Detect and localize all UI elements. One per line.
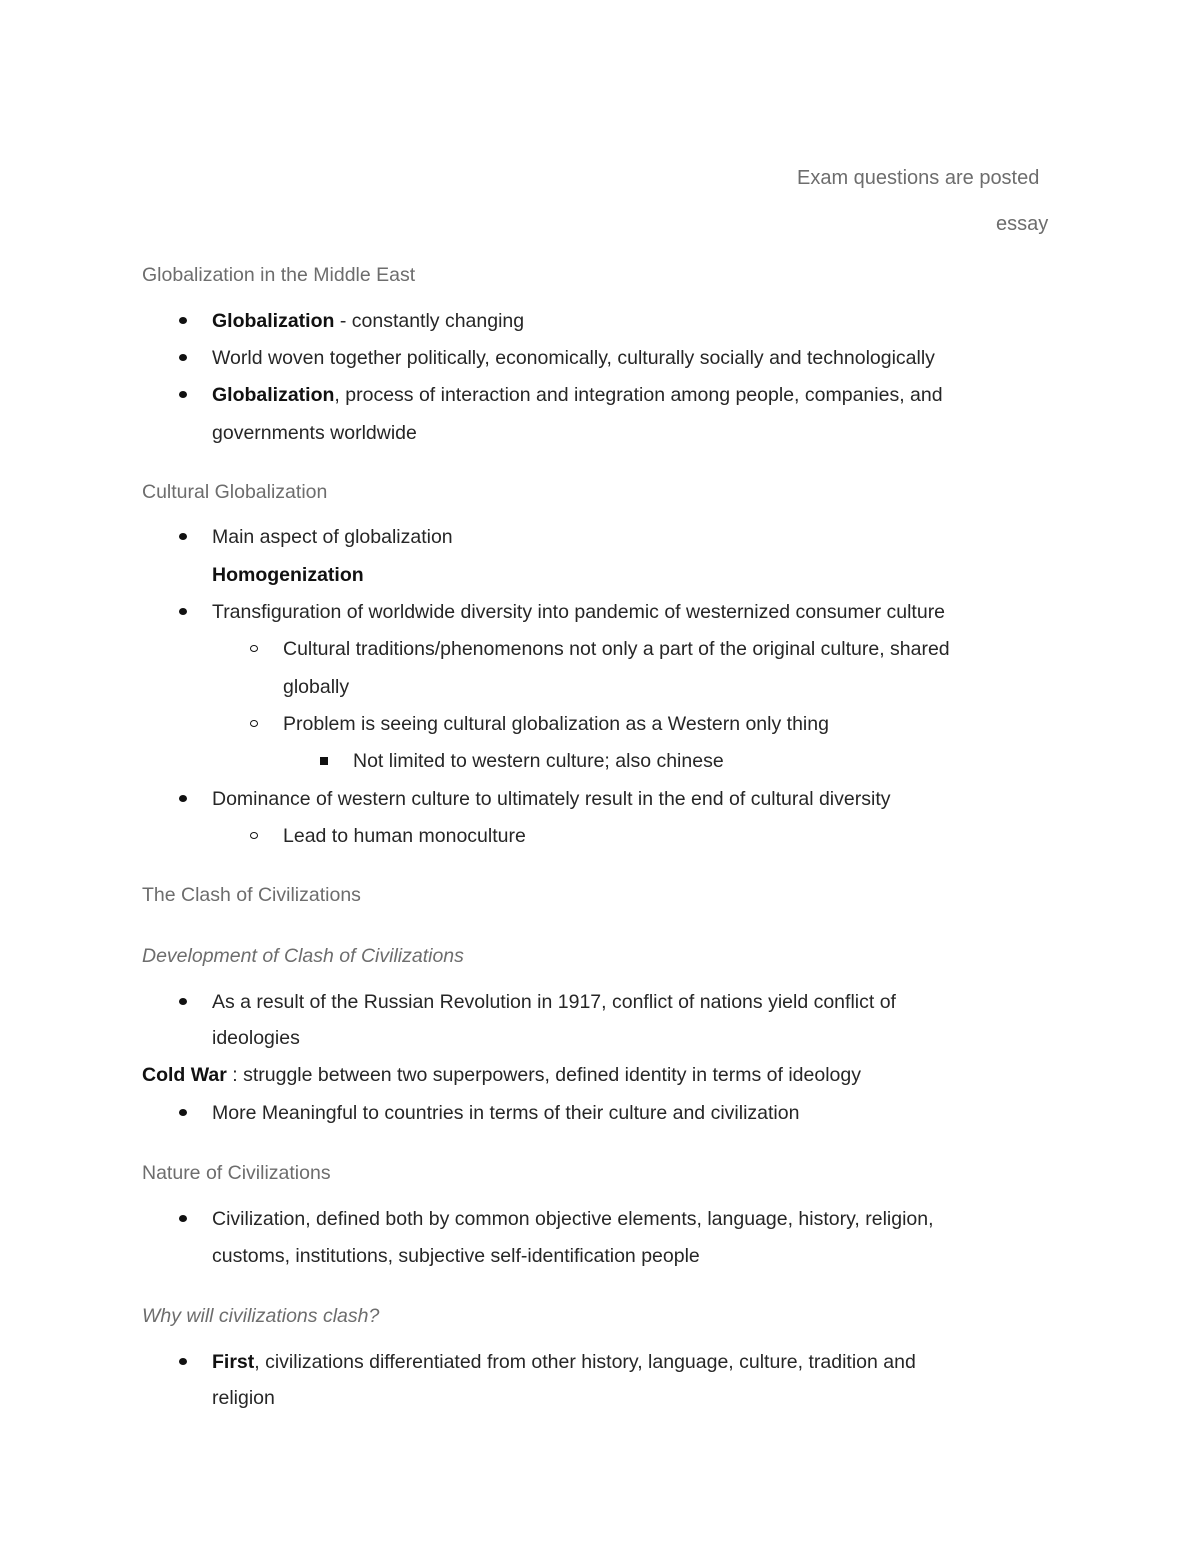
bullet-disc-icon — [179, 354, 187, 361]
list-item: As a result of the Russian Revolution in 1917, conflict of nations yield conflict of — [212, 991, 896, 1013]
bullet-disc-icon — [179, 795, 187, 802]
list-subitem: Lead to human monoculture — [283, 825, 526, 847]
list-item: Dominance of western culture to ultimately result in the end of cultural diversity — [212, 788, 891, 810]
section-heading-cultural: Cultural Globalization — [142, 481, 328, 503]
term-bold: Cold War — [142, 1064, 227, 1086]
bullet-circle-icon — [250, 645, 258, 652]
bullet-circle-icon — [250, 720, 258, 727]
list-item-continuation: customs, institutions, subjective self-identification people — [212, 1245, 700, 1267]
list-item-continuation: ideologies — [212, 1027, 300, 1049]
item-text: , civilizations differentiated from other history, language, culture, tradition and — [254, 1351, 916, 1373]
list-item — [212, 1350, 916, 1374]
list-item-continuation: religion — [212, 1387, 275, 1409]
list-item — [212, 309, 524, 333]
list-item-continuation: governments worldwide — [212, 422, 417, 444]
section-heading-clash: The Clash of Civilizations — [142, 884, 361, 906]
bullet-disc-icon — [179, 608, 187, 615]
bullet-disc-icon — [179, 533, 187, 540]
bullet-square-icon — [320, 757, 328, 765]
bullet-disc-icon — [179, 1358, 187, 1365]
list-subsubitem: Not limited to western culture; also chinese — [353, 750, 724, 772]
section-heading-globalization: Globalization in the Middle East — [142, 264, 416, 286]
term-bold: First — [212, 1351, 255, 1373]
list-subitem: Cultural traditions/phenomenons not only a part of the original culture, shared — [283, 638, 950, 660]
bullet-disc-icon — [179, 317, 187, 324]
item-text: : struggle between two superpowers, defined identity in terms of ideology — [226, 1064, 861, 1086]
subheading-why-clash: Why will civilizations clash? — [142, 1305, 380, 1327]
subheading-development: Development of Clash of Civilizations — [142, 945, 464, 967]
term-bold: Globalization — [212, 310, 335, 332]
list-item: World woven together politically, economically, culturally socially and technologically — [212, 347, 935, 369]
essay-note: essay — [996, 213, 1049, 235]
bullet-disc-icon — [179, 1215, 187, 1222]
list-item: Main aspect of globalization — [212, 526, 453, 548]
term-bold: Globalization — [212, 384, 335, 406]
list-subitem: Problem is seeing cultural globalization as a Western only thing — [283, 713, 829, 735]
item-text: , process of interaction and integration among people, companies, and — [334, 384, 943, 406]
exam-note: Exam questions are posted — [797, 167, 1040, 189]
term-bold: Homogenization — [212, 564, 364, 586]
item-text: - constantly changing — [334, 310, 525, 332]
list-item: Civilization, defined both by common objective elements, language, history, religion, — [212, 1208, 934, 1230]
bullet-disc-icon — [179, 391, 187, 398]
list-item: Transfiguration of worldwide diversity into pandemic of westernized consumer culture — [212, 601, 946, 623]
list-item — [212, 383, 943, 407]
cold-war-line — [142, 1063, 861, 1087]
bullet-disc-icon — [179, 1109, 187, 1116]
bullet-circle-icon — [250, 832, 258, 839]
bullet-disc-icon — [179, 998, 187, 1005]
section-heading-nature: Nature of Civilizations — [142, 1162, 331, 1184]
list-item: More Meaningful to countries in terms of their culture and civilization — [212, 1102, 800, 1124]
list-subitem-continuation: globally — [283, 676, 350, 698]
